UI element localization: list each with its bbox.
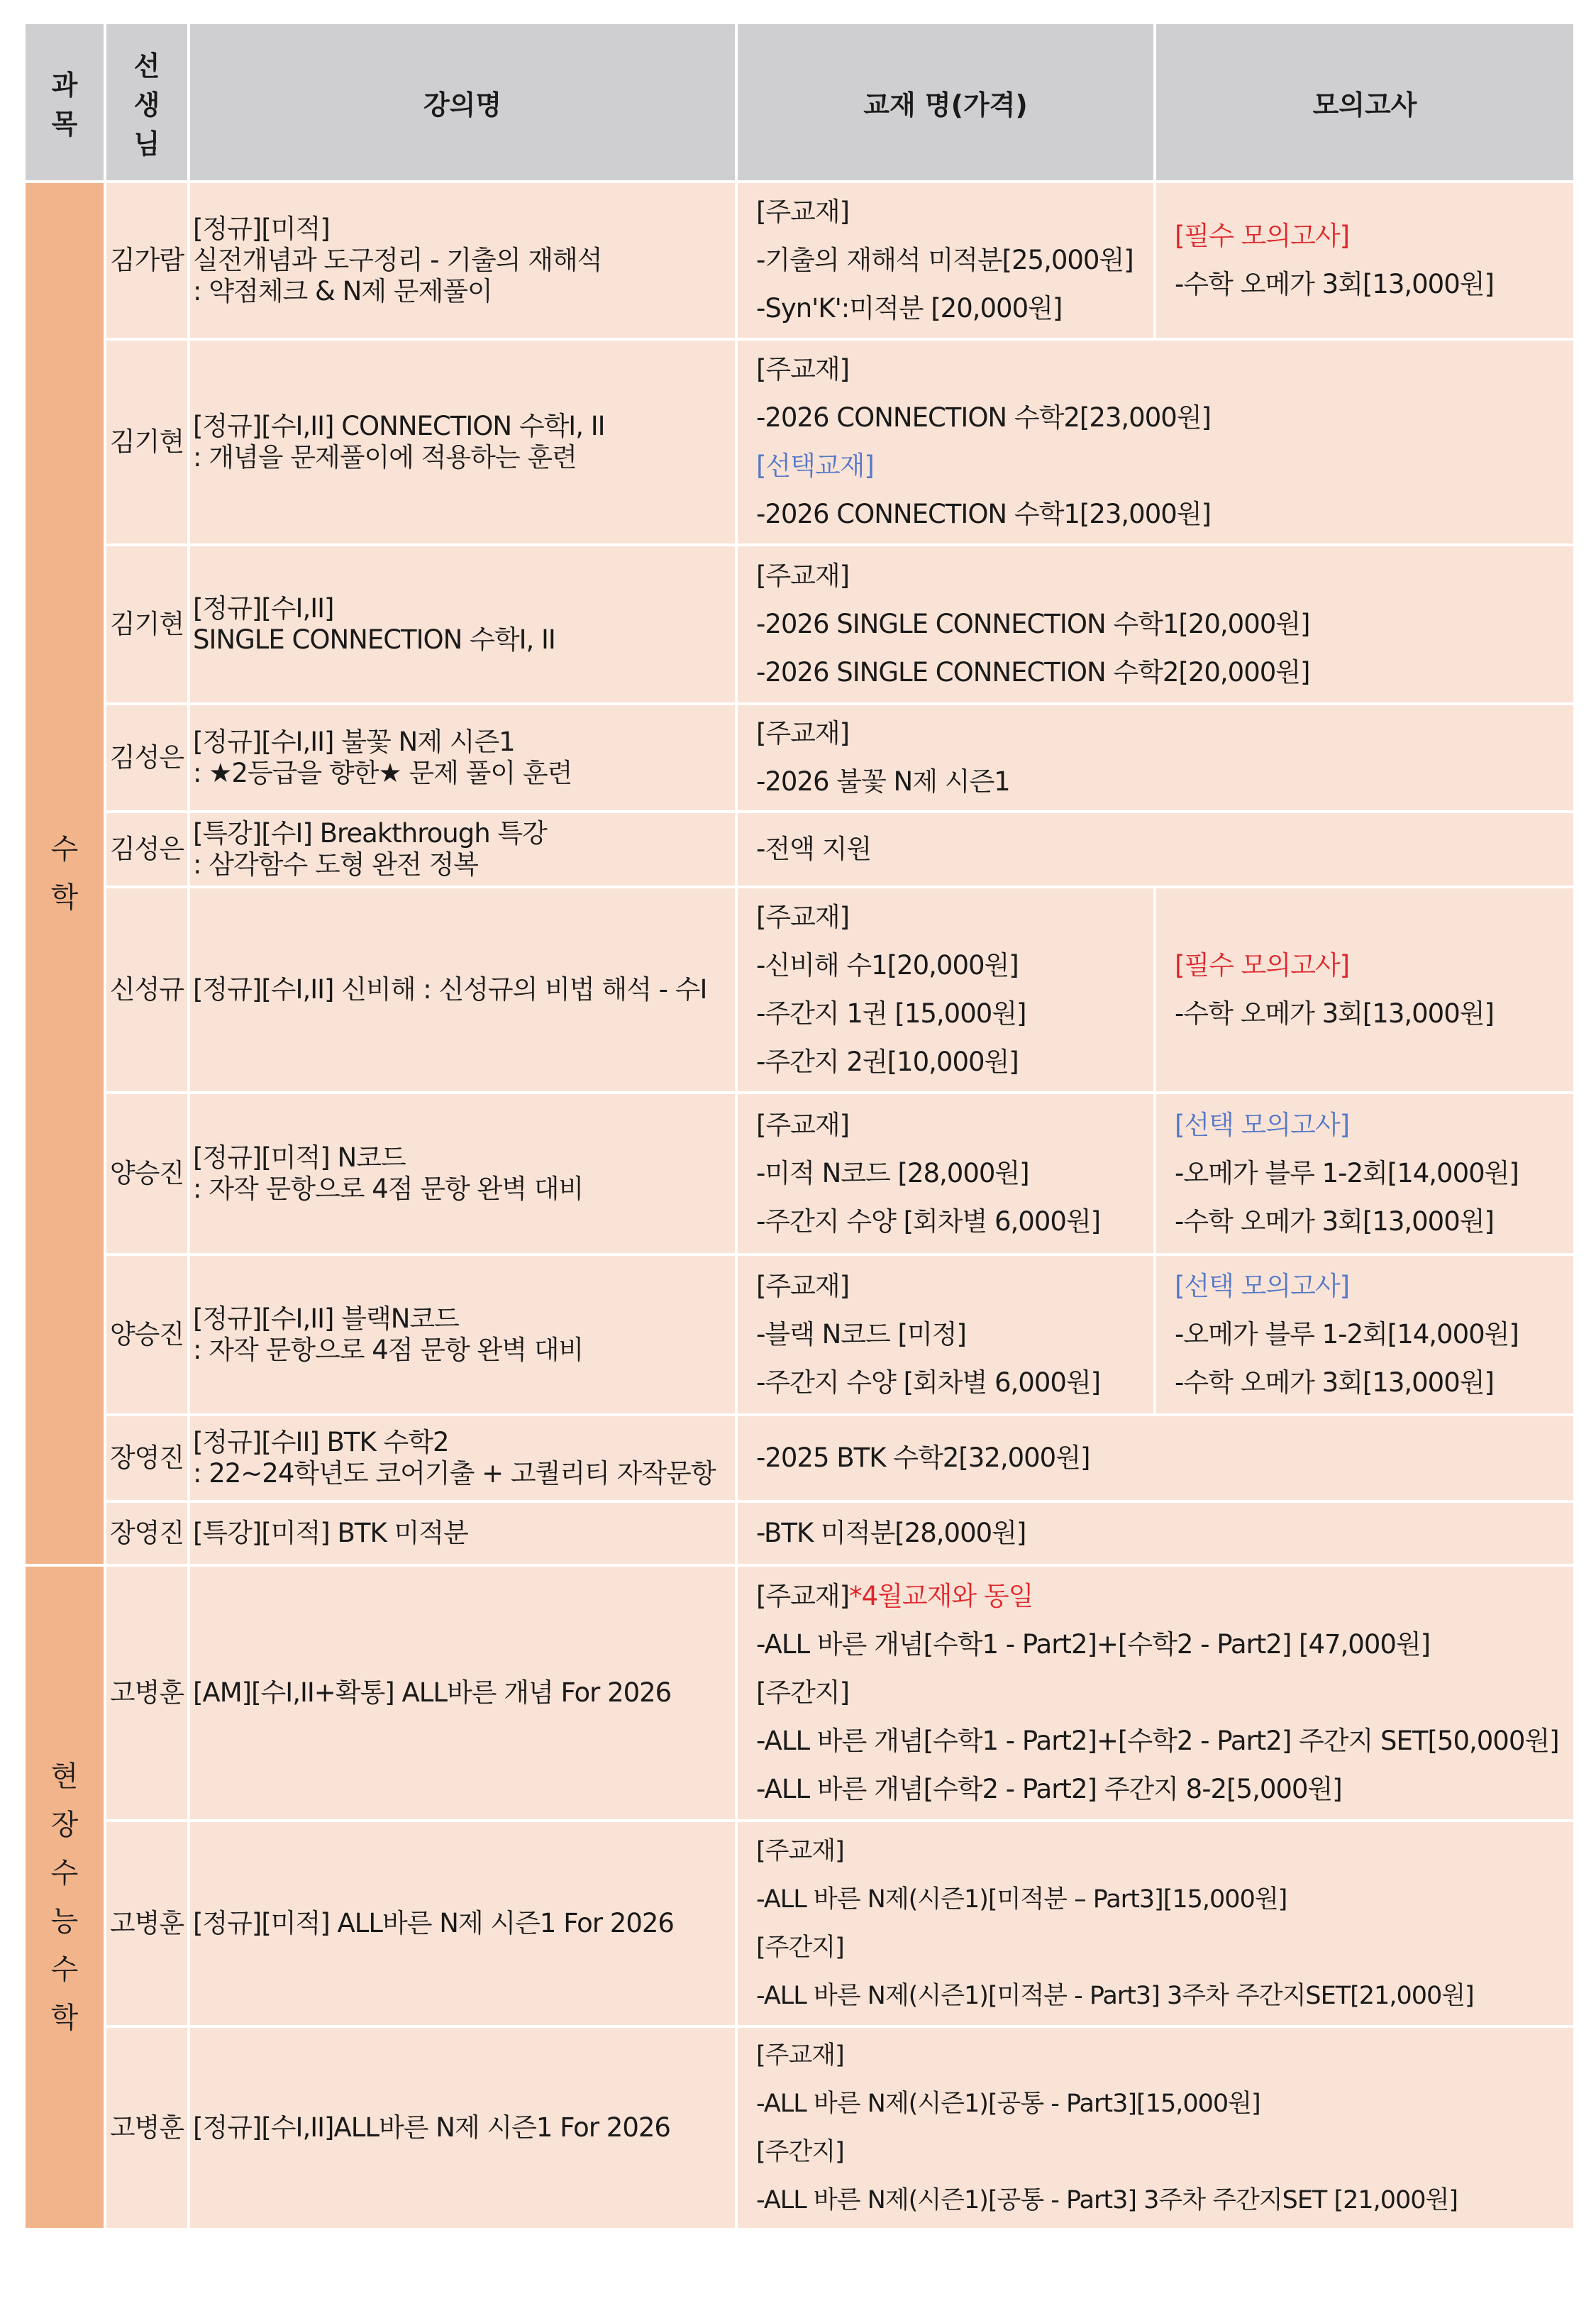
book-text: -전액 지원 bbox=[756, 834, 872, 864]
mock-line: -수학 오메가 3회[13,000원] bbox=[1175, 1206, 1494, 1237]
header-row bbox=[24, 23, 1575, 182]
book-text: -BTK 미적분[28,000원] bbox=[756, 1518, 1026, 1548]
course-cell bbox=[189, 1254, 736, 1415]
mock-line: -오메가 블루 1-2회[14,000원] bbox=[1175, 1319, 1519, 1350]
course-line: SINGLE CONNECTION 수학Ⅰ, II bbox=[193, 624, 555, 655]
book-line bbox=[756, 552, 1573, 600]
course-line: : 자작 문항으로 4점 문항 완벽 대비 bbox=[193, 1174, 584, 1204]
table-row bbox=[24, 1254, 1575, 1415]
book-text: [주교재] bbox=[756, 354, 850, 385]
header-books: 교재 명(가격) bbox=[736, 23, 1155, 182]
book-line bbox=[756, 1827, 1573, 1875]
books-cell bbox=[736, 1254, 1155, 1415]
course-cell bbox=[189, 812, 736, 887]
book-line bbox=[756, 346, 1573, 394]
book-line bbox=[756, 394, 1573, 442]
books-cell bbox=[736, 1415, 1575, 1501]
subject-char: 학 bbox=[50, 881, 79, 914]
book-text: -2026 SINGLE CONNECTION 수학1[20,000원] bbox=[756, 609, 1310, 639]
course-cell bbox=[189, 1821, 736, 2026]
book-text: [주교재] bbox=[756, 2041, 844, 2070]
book-line bbox=[756, 490, 1573, 539]
book-text: -2025 BTK 수학2[32,000원] bbox=[756, 1442, 1090, 1473]
header-mock: 모의고사 bbox=[1155, 23, 1575, 182]
book-text: -2026 SINGLE CONNECTION 수학2[20,000원] bbox=[756, 657, 1310, 688]
header-subject bbox=[24, 23, 105, 182]
book-line bbox=[756, 893, 1153, 942]
book-text: -ALL 바른 N제(시즌1)[미적분 - Part3] 3주차 주간지SET[21,000원] bbox=[756, 1982, 1474, 2010]
book-line bbox=[756, 2080, 1573, 2128]
course-cell bbox=[189, 1093, 736, 1254]
table-row bbox=[24, 182, 1575, 339]
mock-line: -수학 오메가 3회[13,000원] bbox=[1175, 1367, 1494, 1398]
header-teacher-char: 님 bbox=[133, 128, 160, 160]
book-text: [주교재] bbox=[756, 1110, 850, 1140]
book-line bbox=[756, 1198, 1153, 1246]
book-text: -2026 CONNECTION 수학2[23,000원] bbox=[756, 402, 1211, 433]
book-text: [선택교재] bbox=[756, 451, 874, 481]
teacher-cell: 김기현 bbox=[105, 339, 189, 545]
course-line: [정규][수I,II] bbox=[193, 593, 334, 624]
course-line: [정규][수II] BTK 수학2 bbox=[193, 1427, 449, 1457]
teacher-cell: 김기현 bbox=[105, 545, 189, 704]
table-row bbox=[24, 1093, 1575, 1254]
teacher-cell: 고병훈 bbox=[105, 2026, 189, 2229]
table-row bbox=[24, 2026, 1575, 2229]
book-text: -ALL 바른 개념[수학2 - Part2] 주간지 8-2[5,000원] bbox=[756, 1774, 1342, 1804]
book-text: [주교재] bbox=[756, 1581, 850, 1611]
subject-char: 학 bbox=[50, 2002, 79, 2034]
teacher-cell: 양승진 bbox=[105, 1093, 189, 1254]
subject-char: 수 bbox=[50, 1857, 79, 1890]
books-cell bbox=[736, 339, 1575, 545]
course-line: : 개념을 문제풀이에 적용하는 훈련 bbox=[193, 442, 577, 473]
book-line bbox=[756, 942, 1153, 990]
book-text: -주간지 2권[10,000원] bbox=[756, 1047, 1019, 1077]
header-teacher bbox=[105, 23, 189, 182]
course-line: [특강][미적] BTK 미적분 bbox=[193, 1518, 468, 1548]
book-text: -ALL 바른 개념[수학1 - Part2]+[수학2 - Part2] 주간지 SET[50,000원] bbox=[756, 1726, 1559, 1756]
table-row bbox=[24, 339, 1575, 545]
mock-line: [필수 모의고사] bbox=[1175, 221, 1350, 251]
course-line: 실전개념과 도구정리 - 기출의 재해석 bbox=[193, 245, 602, 275]
book-text: -ALL 바른 개념[수학1 - Part2]+[수학2 - Part2] [47,000원] bbox=[756, 1629, 1431, 1660]
book-text: [주교재] bbox=[756, 902, 850, 932]
book-text: [주교재] bbox=[756, 718, 850, 749]
course-line: [특강][수I] Breakthrough 특강 bbox=[193, 818, 547, 849]
book-line bbox=[756, 990, 1153, 1038]
books-cell bbox=[736, 1565, 1575, 1821]
book-line bbox=[756, 1972, 1573, 2020]
book-line bbox=[756, 710, 1573, 758]
book-line bbox=[756, 649, 1573, 697]
book-text: [주간지] bbox=[756, 1677, 850, 1708]
book-text: -신비해 수1[20,000원] bbox=[756, 950, 1019, 981]
mock-line: -수학 오메가 3회[13,000원] bbox=[1175, 998, 1494, 1029]
course-line: [정규][미적] N코드 bbox=[193, 1142, 406, 1173]
course-line: [정규][수I,II] CONNECTION 수학Ⅰ, II bbox=[193, 411, 605, 441]
book-line bbox=[756, 1765, 1573, 1814]
book-text: -ALL 바른 N제(시즌1)[미적분 – Part3][15,000원] bbox=[756, 1885, 1287, 1914]
book-text: [주교재] bbox=[756, 1271, 850, 1301]
book-line bbox=[756, 1101, 1153, 1149]
header-subject-char: 목 bbox=[51, 109, 78, 140]
books-cell bbox=[736, 545, 1575, 704]
teacher-cell: 장영진 bbox=[105, 1501, 189, 1565]
books-cell bbox=[736, 1501, 1575, 1565]
mock-line: -수학 오메가 3회[13,000원] bbox=[1175, 269, 1494, 299]
table-row bbox=[24, 545, 1575, 704]
book-text: -주간지 수양 [회차별 6,000원] bbox=[756, 1367, 1101, 1398]
course-line: [정규][미적] bbox=[193, 214, 330, 244]
book-note: *4월교재와 동일 bbox=[849, 1581, 1033, 1611]
book-text: -2026 불꽃 N제 시즌1 bbox=[756, 766, 1010, 797]
course-line: : ★2등급을 향한★ 문제 풀이 훈련 bbox=[193, 758, 572, 788]
subject-cell bbox=[24, 182, 105, 1565]
subject-char: 현 bbox=[50, 1760, 79, 1793]
book-line bbox=[756, 1038, 1153, 1086]
subject-char: 수 bbox=[50, 833, 79, 866]
book-line bbox=[756, 758, 1573, 806]
teacher-cell: 김성은 bbox=[105, 812, 189, 887]
subject-cell bbox=[24, 1565, 105, 2229]
book-line bbox=[756, 1669, 1573, 1717]
book-line bbox=[756, 1621, 1573, 1669]
book-text: [주간지] bbox=[756, 1933, 844, 1962]
table-row bbox=[24, 1821, 1575, 2026]
book-line bbox=[756, 2176, 1573, 2224]
books-cell bbox=[736, 704, 1575, 812]
mock-cell bbox=[1155, 887, 1575, 1093]
header-teacher-char: 선 bbox=[133, 50, 160, 82]
header-subject-char: 과 bbox=[51, 70, 78, 101]
subject-char: 능 bbox=[50, 1905, 79, 1938]
course-line: [정규][미적] ALL바른 N제 시즌1 For 2026 bbox=[193, 1908, 674, 1938]
header-teacher-char: 생 bbox=[133, 89, 160, 121]
book-text: [주교재] bbox=[756, 561, 850, 591]
course-cell bbox=[189, 887, 736, 1093]
table-row bbox=[24, 704, 1575, 812]
book-line bbox=[756, 1875, 1573, 1924]
course-line: [정규][수I,II]ALL바른 N제 시즌1 For 2026 bbox=[193, 2112, 670, 2143]
book-text: -블랙 N코드 [미정] bbox=[756, 1319, 966, 1350]
book-line bbox=[756, 1262, 1153, 1311]
book-text: [주교재] bbox=[756, 1837, 844, 1865]
mock-cell bbox=[1155, 1093, 1575, 1254]
table-body bbox=[24, 182, 1575, 2229]
course-cell bbox=[189, 339, 736, 545]
table-row bbox=[24, 1415, 1575, 1501]
book-text: [주교재] bbox=[756, 197, 850, 227]
mock-line: [선택 모의고사] bbox=[1175, 1110, 1350, 1140]
course-line: : 자작 문항으로 4점 문항 완벽 대비 bbox=[193, 1335, 584, 1365]
book-line bbox=[756, 236, 1153, 285]
teacher-cell: 고병훈 bbox=[105, 1565, 189, 1821]
course-cell bbox=[189, 1501, 736, 1565]
teacher-cell: 신성규 bbox=[105, 887, 189, 1093]
books-cell bbox=[736, 2026, 1575, 2229]
book-text: [주간지] bbox=[756, 2138, 844, 2166]
table-row bbox=[24, 812, 1575, 887]
book-line bbox=[756, 600, 1573, 649]
books-cell bbox=[736, 1821, 1575, 2026]
teacher-cell: 장영진 bbox=[105, 1415, 189, 1501]
subject-char: 수 bbox=[50, 1953, 79, 1986]
book-line bbox=[756, 2031, 1573, 2080]
teacher-cell: 고병훈 bbox=[105, 1821, 189, 2026]
table-row bbox=[24, 887, 1575, 1093]
course-line: : 약점체크 & N제 문제풀이 bbox=[193, 276, 492, 307]
course-line: : 삼각함수 도형 완전 정복 bbox=[193, 849, 478, 880]
course-line: : 22~24학년도 코어기출 + 고퀄리티 자작문항 bbox=[193, 1458, 716, 1489]
teacher-cell: 양승진 bbox=[105, 1254, 189, 1415]
mock-line: [선택 모의고사] bbox=[1175, 1271, 1350, 1301]
book-line bbox=[756, 1311, 1153, 1359]
teacher-cell: 김가람 bbox=[105, 182, 189, 339]
book-line bbox=[756, 442, 1573, 490]
book-line bbox=[756, 1509, 1573, 1557]
mock-line: [필수 모의고사] bbox=[1175, 950, 1350, 981]
course-line: [AM][수I,II+확통] ALL바른 개념 For 2026 bbox=[193, 1677, 672, 1708]
book-text: -2026 CONNECTION 수학1[23,000원] bbox=[756, 499, 1211, 529]
course-line: [정규][수I,II] 불꽃 N제 시즌1 bbox=[193, 727, 515, 757]
course-cell bbox=[189, 704, 736, 812]
table-row bbox=[24, 1501, 1575, 1565]
book-text: -주간지 수양 [회차별 6,000원] bbox=[756, 1206, 1101, 1237]
books-cell bbox=[736, 1093, 1155, 1254]
course-table bbox=[23, 21, 1576, 2231]
book-line bbox=[756, 1149, 1153, 1198]
book-line bbox=[756, 1434, 1573, 1482]
book-line bbox=[756, 1717, 1573, 1765]
book-line bbox=[756, 2128, 1573, 2176]
course-cell bbox=[189, 2026, 736, 2229]
mock-cell bbox=[1155, 1254, 1575, 1415]
book-line bbox=[756, 825, 1573, 873]
course-cell bbox=[189, 545, 736, 704]
table-row bbox=[24, 1565, 1575, 1821]
teacher-cell: 김성은 bbox=[105, 704, 189, 812]
book-line bbox=[756, 1359, 1153, 1407]
mock-line: -오메가 블루 1-2회[14,000원] bbox=[1175, 1158, 1519, 1188]
book-line bbox=[756, 188, 1153, 236]
course-cell bbox=[189, 182, 736, 339]
header-course: 강의명 bbox=[189, 23, 736, 182]
course-cell bbox=[189, 1565, 736, 1821]
books-cell bbox=[736, 887, 1155, 1093]
book-line bbox=[756, 1572, 1573, 1621]
book-text: -주간지 1권 [15,000원] bbox=[756, 998, 1026, 1029]
book-text: -Syn'K':미적분 [20,000원] bbox=[756, 293, 1063, 324]
book-line bbox=[756, 285, 1153, 333]
book-text: -미적 N코드 [28,000원] bbox=[756, 1158, 1029, 1188]
book-text: -ALL 바른 N제(시즌1)[공통 - Part3][15,000원] bbox=[756, 2090, 1260, 2118]
course-cell bbox=[189, 1415, 736, 1501]
book-line bbox=[756, 1924, 1573, 1972]
book-text: -기출의 재해석 미적분[25,000원] bbox=[756, 245, 1134, 275]
course-line: [정규][수I,II] 신비해 : 신성규의 비법 해석 - 수Ⅰ bbox=[193, 974, 707, 1005]
books-cell bbox=[736, 182, 1155, 339]
course-line: [정규][수I,II] 블랙N코드 bbox=[193, 1303, 459, 1334]
book-text: -ALL 바른 N제(시즌1)[공통 - Part3] 3주차 주간지SET [21,000원] bbox=[756, 2186, 1458, 2214]
subject-char: 장 bbox=[50, 1809, 79, 1841]
mock-cell bbox=[1155, 182, 1575, 339]
books-cell bbox=[736, 812, 1575, 887]
